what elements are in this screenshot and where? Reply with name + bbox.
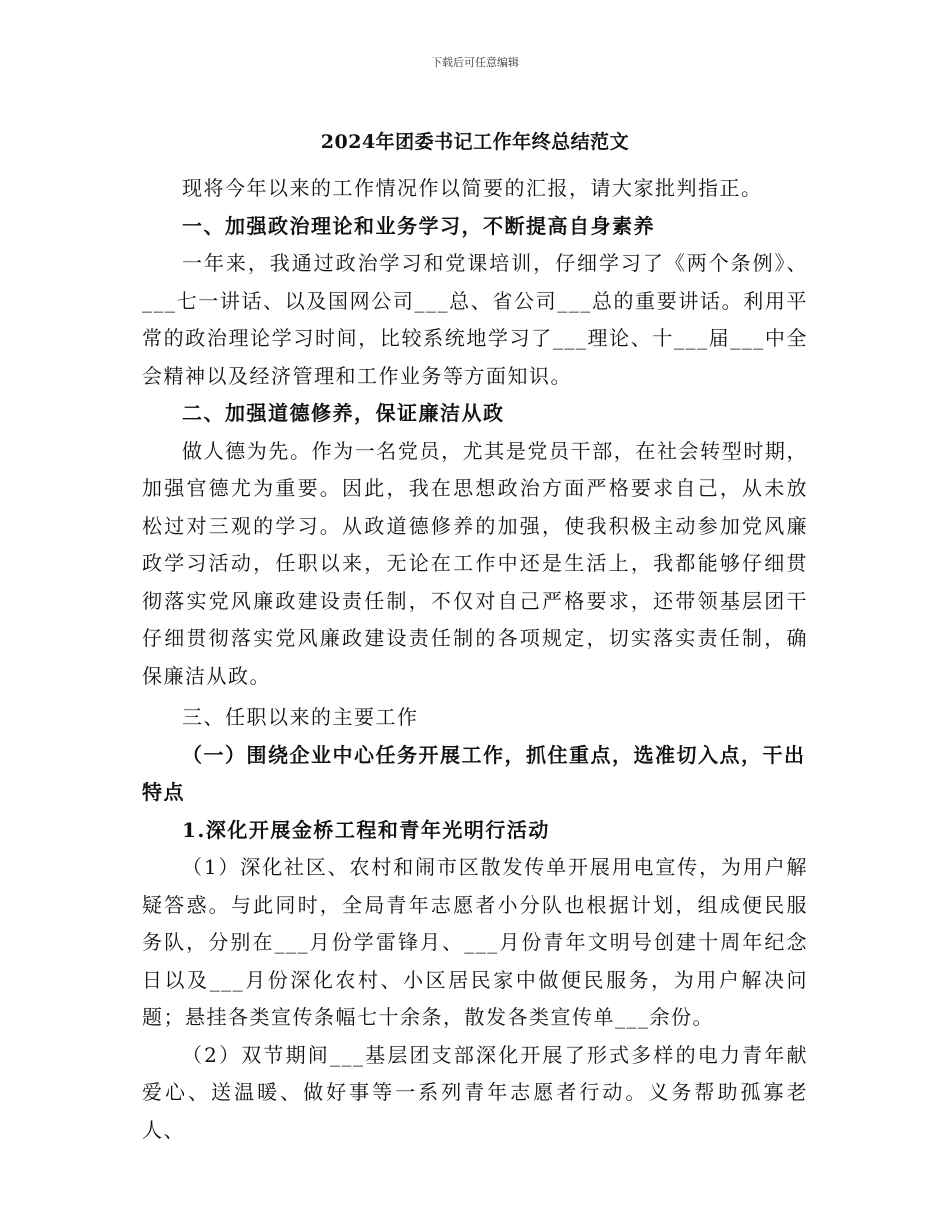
header-note: 下载后可任意编辑: [431, 56, 519, 69]
section-1-paragraph: 一年来，我通过政治学习和党课培训，仔细学习了《两个条例》、___七一讲话、以及国网公司___总、省公司___总的重要讲话。利用平常的政治理论学习时间，比较系统地学习了___理论、十___届___中全会精神以及经济管理和工作业务等方面知识。: [142, 251, 808, 388]
document-body: [142, 128, 808, 1149]
section-heading-2: 二、加强道德修养，保证廉洁从政: [182, 401, 505, 425]
section-heading-1: 一、加强政治理论和业务学习，不断提高自身素养: [182, 213, 655, 238]
subsection-heading-3-1: （一）围绕企业中心任务开展工作，抓住重点，选准切入点，干出特点: [142, 742, 806, 804]
intro-paragraph: 现将今年以来的工作情况作以简要的汇报，请大家批判指正。: [182, 176, 763, 200]
item-1-paragraph: （1）深化社区、农村和闹市区散发传单开展用电宣传，为用户解疑答惑。与此同时，全局青年志愿者小分队也根据计划，组成便民服务队，分别在___月份学雷锋月、___月份青年文明号创建十周年纪念日以及___月份深化农村、小区居民家中做便民服务，为用户解决问题；悬挂各类宣传条幅七十余条，散发各类宣传单___余份。: [142, 855, 808, 1029]
item-2-paragraph: （2）双节期间___基层团支部深化开展了形式多样的电力青年献爱心、送温暖、做好事等一系列青年志愿者行动。义务帮助孤寡老人、: [142, 1042, 808, 1142]
section-2-paragraph: 做人德为先。作为一名党员，尤其是党员干部，在社会转型时期，加强官德尤为重要。因此，我在思想政治方面严格要求自己，从未放松过对三观的学习。从政道德修养的加强，使我积极主动参加党风廉政学习活动，任职以来，无论在工作中还是生活上，我都能够仔细贯彻落实党风廉政建设责任制，不仅对自己严格要求，还带领基层团干仔细贯彻落实党风廉政建设责任制的各项规定，切实落实责任制，确保廉洁从政。: [142, 438, 808, 688]
subsection-heading-3-1-1: 1.深化开展金桥工程和青年光明行活动: [182, 817, 550, 842]
section-heading-3: 三、任职以来的主要工作: [182, 705, 419, 729]
document-title: 2024年团委书记工作年终总结范文: [320, 131, 630, 153]
